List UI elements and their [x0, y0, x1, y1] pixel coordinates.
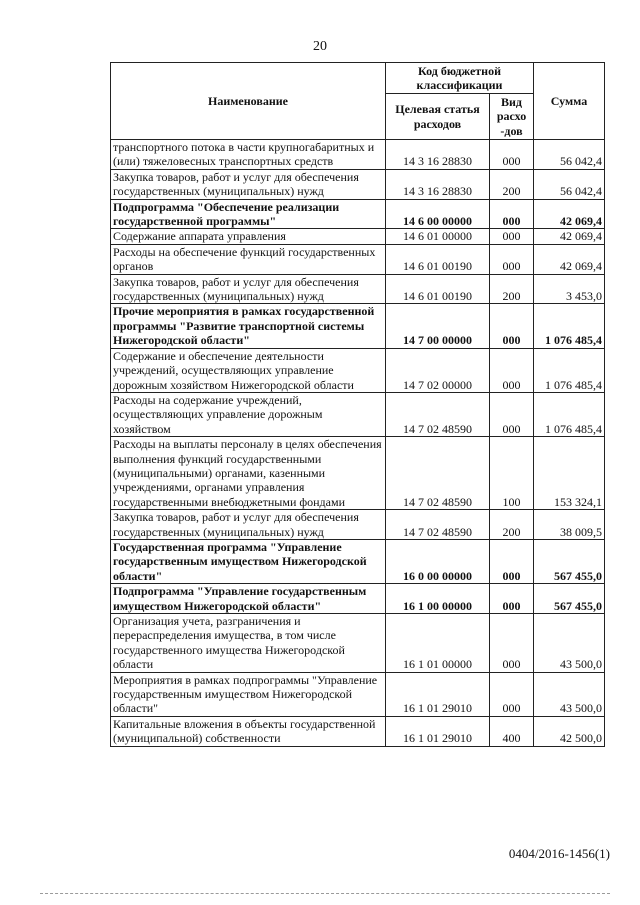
table-row — [111, 199, 605, 229]
table-row — [111, 672, 605, 716]
row-target-article: 16 1 00 00000 — [386, 584, 490, 614]
row-name: Мероприятия в рамках подпрограммы "Управление государственным имуществом Нижегородской области" — [111, 672, 386, 716]
table-row — [111, 229, 605, 244]
row-target-article: 14 6 01 00000 — [386, 229, 490, 244]
row-target-article: 14 7 02 48590 — [386, 510, 490, 540]
row-target-article: 14 6 00 00000 — [386, 199, 490, 229]
row-sum: 43 500,0 — [534, 672, 605, 716]
row-name: Расходы на выплаты персоналу в целях обеспечения выполнения функций государственными (муниципальными) органами, казенными учреждениями, органами управления государственными внебюджетными фондами — [111, 437, 386, 510]
row-sum: 43 500,0 — [534, 614, 605, 673]
row-sum: 42 500,0 — [534, 716, 605, 746]
row-expense-type: 000 — [490, 304, 534, 348]
row-expense-type: 000 — [490, 584, 534, 614]
row-target-article: 14 7 02 00000 — [386, 348, 490, 392]
row-sum: 567 455,0 — [534, 539, 605, 583]
header-expense-type: Вид расхо -дов — [490, 94, 534, 140]
row-sum: 42 069,4 — [534, 244, 605, 274]
row-sum: 1 076 485,4 — [534, 348, 605, 392]
row-sum: 567 455,0 — [534, 584, 605, 614]
row-sum: 1 076 485,4 — [534, 392, 605, 436]
row-name: Расходы на содержание учреждений, осуществляющих управление дорожным хозяйством — [111, 392, 386, 436]
table-row — [111, 244, 605, 274]
row-expense-type: 000 — [490, 392, 534, 436]
row-expense-type: 100 — [490, 437, 534, 510]
row-name: Капитальные вложения в объекты государственной (муниципальной) собственности — [111, 716, 386, 746]
budget-table — [110, 62, 605, 747]
row-target-article: 14 6 01 00190 — [386, 244, 490, 274]
row-expense-type: 000 — [490, 539, 534, 583]
row-name: Закупка товаров, работ и услуг для обеспечения государственных (муниципальных) нужд — [111, 510, 386, 540]
row-expense-type: 000 — [490, 140, 534, 170]
row-sum: 3 453,0 — [534, 274, 605, 304]
header-target-article: Целевая статья расходов — [386, 94, 490, 140]
row-target-article: 14 7 02 48590 — [386, 392, 490, 436]
row-expense-type: 200 — [490, 169, 534, 199]
header-code-group: Код бюджетной классификации — [386, 63, 534, 94]
row-expense-type: 000 — [490, 348, 534, 392]
row-sum: 1 076 485,4 — [534, 304, 605, 348]
row-expense-type: 000 — [490, 614, 534, 673]
row-expense-type: 200 — [490, 274, 534, 304]
row-name: Содержание и обеспечение деятельности учреждений, осуществляющих управление дорожным хозяйством Нижегородской области — [111, 348, 386, 392]
table-row — [111, 304, 605, 348]
table-row — [111, 274, 605, 304]
page-number: 20 — [313, 39, 327, 54]
row-expense-type: 200 — [490, 510, 534, 540]
row-sum: 42 069,4 — [534, 199, 605, 229]
row-name: Закупка товаров, работ и услуг для обеспечения государственных (муниципальных) нужд — [111, 169, 386, 199]
table-header — [111, 63, 605, 140]
row-target-article: 14 7 02 48590 — [386, 437, 490, 510]
table-row — [111, 539, 605, 583]
row-expense-type: 000 — [490, 199, 534, 229]
row-sum: 56 042,4 — [534, 169, 605, 199]
row-expense-type: 000 — [490, 244, 534, 274]
row-target-article: 14 7 00 00000 — [386, 304, 490, 348]
row-sum: 42 069,4 — [534, 229, 605, 244]
row-target-article: 14 6 01 00190 — [386, 274, 490, 304]
row-target-article: 16 1 01 29010 — [386, 716, 490, 746]
table-body — [111, 140, 605, 747]
row-target-article: 16 1 01 29010 — [386, 672, 490, 716]
table-row — [111, 348, 605, 392]
table-row — [111, 510, 605, 540]
table-row — [111, 392, 605, 436]
row-sum: 56 042,4 — [534, 140, 605, 170]
row-target-article: 16 1 01 00000 — [386, 614, 490, 673]
row-name: Государственная программа "Управление государственным имуществом Нижегородской области" — [111, 539, 386, 583]
row-expense-type: 000 — [490, 672, 534, 716]
document-code: 0404/2016-1456(1) — [508, 846, 610, 861]
header-name: Наименование — [111, 63, 386, 140]
row-name: Организация учета, разграничения и перераспределения имущества, в том числе государственного имущества Нижегородской области — [111, 614, 386, 673]
row-sum: 38 009,5 — [534, 510, 605, 540]
row-name: Содержание аппарата управления — [111, 229, 386, 244]
row-target-article: 14 3 16 28830 — [386, 140, 490, 170]
row-name: транспортного потока в части крупногабаритных и (или) тяжеловесных транспортных средств — [111, 140, 386, 170]
table-row — [111, 437, 605, 510]
row-name: Подпрограмма "Обеспечение реализации государственной программы" — [111, 199, 386, 229]
page-edge-line — [40, 893, 610, 894]
row-name: Подпрограмма "Управление государственным имуществом Нижегородской области" — [111, 584, 386, 614]
row-target-article: 16 0 00 00000 — [386, 539, 490, 583]
table-row — [111, 140, 605, 170]
row-name: Расходы на обеспечение функций государственных органов — [111, 244, 386, 274]
row-sum: 153 324,1 — [534, 437, 605, 510]
row-name: Закупка товаров, работ и услуг для обеспечения государственных (муниципальных) нужд — [111, 274, 386, 304]
row-target-article: 14 3 16 28830 — [386, 169, 490, 199]
table-row — [111, 584, 605, 614]
row-name: Прочие мероприятия в рамках государственной программы "Развитие транспортной системы Нижегородской области" — [111, 304, 386, 348]
row-expense-type: 000 — [490, 229, 534, 244]
table-row — [111, 614, 605, 673]
row-expense-type: 400 — [490, 716, 534, 746]
header-sum: Сумма — [534, 63, 605, 140]
table-row — [111, 169, 605, 199]
table-row — [111, 716, 605, 746]
